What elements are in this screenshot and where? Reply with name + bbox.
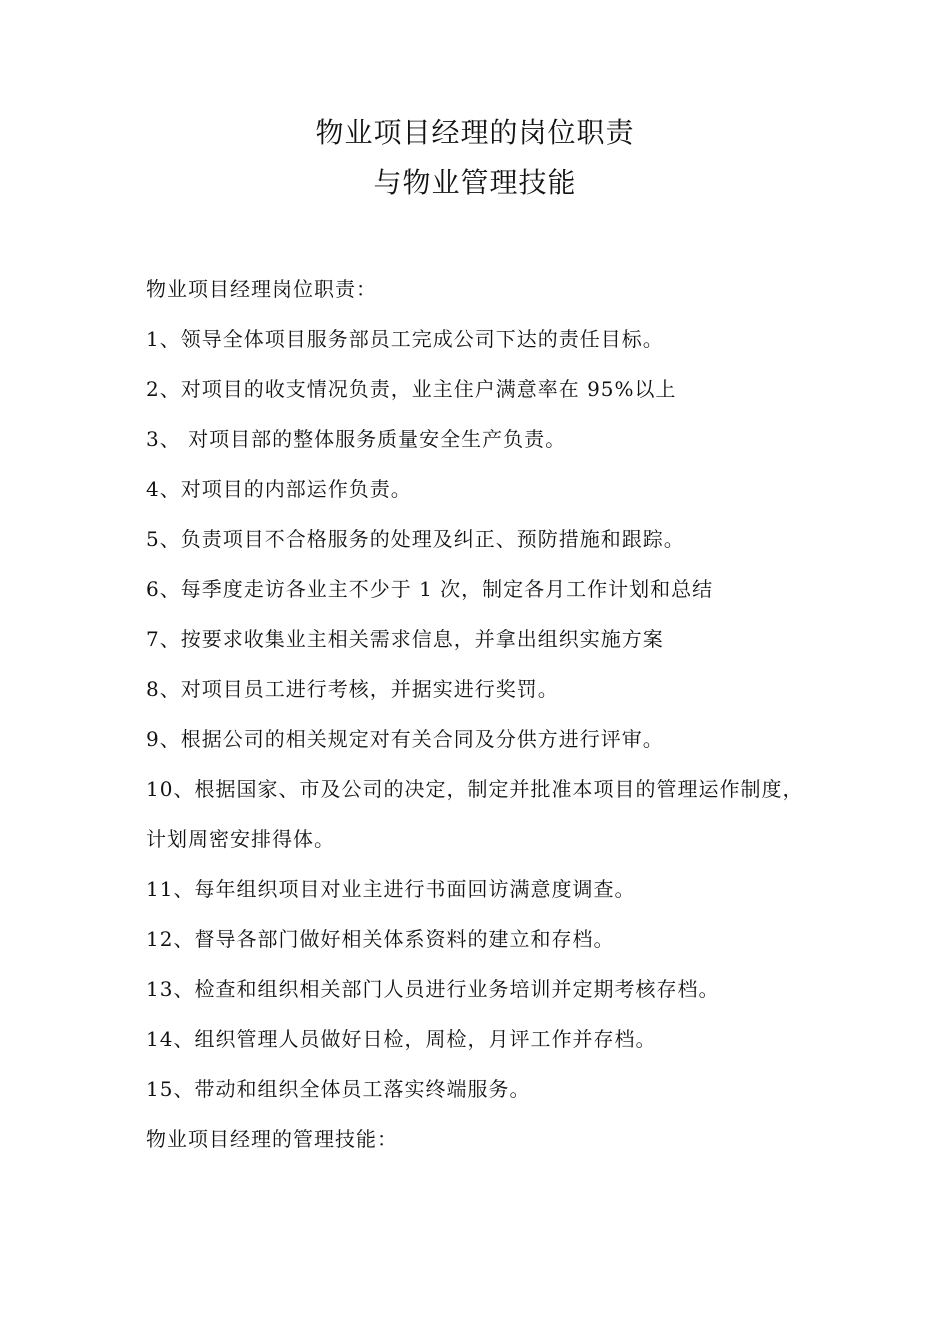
duty-item-13: 13、检查和组织相关部门人员进行业务培训并定期考核存档。	[146, 977, 720, 1001]
duty-item-2: 2、对项目的收支情况负责，业主住户满意率在 95%以上	[146, 377, 677, 401]
duty-item-10-continued: 计划周密安排得体。	[146, 827, 335, 851]
section-heading-skills: 物业项目经理的管理技能：	[146, 1127, 398, 1151]
document-body	[146, 264, 826, 1164]
duty-item-3: 3、 对项目部的整体服务质量安全生产负责。	[146, 427, 567, 451]
duty-item-12: 12、督导各部门做好相关体系资料的建立和存档。	[146, 927, 615, 951]
document-title	[0, 108, 950, 208]
duty-item-4: 4、对项目的内部运作负责。	[146, 477, 412, 501]
title-line-2: 与物业管理技能	[373, 166, 577, 199]
duty-item-9: 9、根据公司的相关规定对有关合同及分供方进行评审。	[146, 727, 664, 751]
duty-item-15: 15、带动和组织全体员工落实终端服务。	[146, 1077, 531, 1101]
duty-item-6: 6、每季度走访各业主不少于 1 次，制定各月工作计划和总结	[146, 577, 714, 601]
duty-item-8: 8、对项目员工进行考核，并据实进行奖罚。	[146, 677, 559, 701]
duty-item-7: 7、按要求收集业主相关需求信息，并拿出组织实施方案	[146, 627, 664, 651]
duty-item-10: 10、根据国家、市及公司的决定，制定并批准本项目的管理运作制度，	[146, 777, 804, 801]
duty-item-1: 1、领导全体项目服务部员工完成公司下达的责任目标。	[146, 327, 664, 351]
duty-item-11: 11、每年组织项目对业主进行书面回访满意度调查。	[146, 877, 636, 901]
section-heading-duties: 物业项目经理岗位职责：	[146, 277, 377, 301]
duty-item-5: 5、负责项目不合格服务的处理及纠正、预防措施和跟踪。	[146, 527, 685, 551]
title-line-1: 物业项目经理的岗位职责	[315, 116, 635, 149]
duty-item-14: 14、组织管理人员做好日检，周检，月评工作并存档。	[146, 1027, 657, 1051]
